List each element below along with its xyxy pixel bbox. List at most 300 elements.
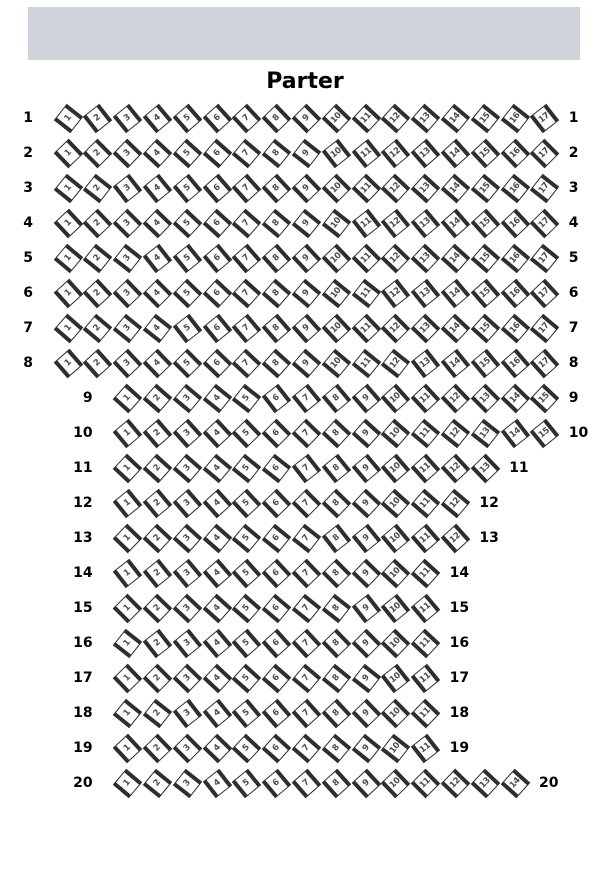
seat[interactable]: [232, 453, 262, 483]
seat[interactable]: [292, 663, 322, 693]
seat[interactable]: [351, 103, 381, 133]
seat-number: 4: [211, 672, 223, 684]
seat[interactable]: [500, 348, 530, 378]
seat[interactable]: [172, 138, 202, 168]
seat[interactable]: [232, 698, 262, 728]
seat[interactable]: [113, 453, 143, 483]
seat[interactable]: [202, 313, 232, 343]
seat[interactable]: [113, 663, 143, 693]
seat[interactable]: [381, 243, 411, 273]
seat[interactable]: [411, 733, 440, 762]
seat[interactable]: [83, 278, 113, 308]
seat[interactable]: [441, 523, 471, 553]
seat[interactable]: [262, 593, 292, 623]
seat[interactable]: [172, 593, 202, 623]
seat[interactable]: [143, 278, 173, 308]
seat[interactable]: [232, 768, 262, 798]
seat[interactable]: [113, 208, 143, 238]
seat[interactable]: [172, 383, 202, 413]
seat[interactable]: [113, 733, 143, 763]
seat-number: 9: [360, 707, 372, 719]
seat[interactable]: [202, 453, 232, 483]
seat[interactable]: [411, 138, 441, 168]
seat[interactable]: [292, 313, 322, 343]
seat[interactable]: [113, 348, 143, 378]
seat[interactable]: [53, 173, 83, 203]
seat[interactable]: [530, 348, 560, 378]
seat[interactable]: [441, 418, 471, 448]
seat[interactable]: [321, 523, 350, 552]
seat[interactable]: [321, 208, 350, 237]
seat[interactable]: [381, 418, 411, 448]
seat[interactable]: [292, 733, 322, 763]
seat[interactable]: [262, 663, 292, 693]
seat[interactable]: [292, 208, 322, 238]
seat[interactable]: [321, 173, 351, 203]
row-number-right: 3: [568, 180, 579, 196]
seat[interactable]: [441, 383, 471, 413]
seat[interactable]: [441, 453, 471, 483]
seat[interactable]: [262, 383, 291, 412]
seat[interactable]: [292, 348, 322, 378]
seat[interactable]: [143, 663, 173, 693]
seat[interactable]: [381, 628, 411, 658]
seat[interactable]: [411, 243, 441, 273]
seat[interactable]: [500, 313, 530, 343]
seat[interactable]: [113, 383, 143, 413]
seat[interactable]: [470, 243, 500, 273]
seat[interactable]: [232, 103, 262, 133]
seat[interactable]: [381, 768, 411, 798]
seat[interactable]: [292, 558, 322, 588]
seat-number: 14: [447, 110, 463, 126]
seat[interactable]: [470, 453, 500, 483]
seat[interactable]: [143, 383, 173, 413]
seat[interactable]: [381, 348, 410, 377]
seat[interactable]: [232, 278, 262, 308]
seat-number: 11: [418, 740, 433, 756]
seat[interactable]: [143, 103, 173, 133]
seat-number: 16: [507, 215, 523, 231]
seat[interactable]: [411, 523, 441, 553]
seat[interactable]: [113, 313, 143, 343]
seat[interactable]: [292, 698, 322, 728]
seat[interactable]: [470, 418, 499, 447]
seat[interactable]: [530, 243, 560, 273]
seat[interactable]: [411, 768, 441, 798]
seat[interactable]: [470, 383, 500, 413]
seat[interactable]: [321, 628, 351, 658]
seat[interactable]: [500, 173, 530, 203]
seat[interactable]: [113, 628, 142, 657]
seat[interactable]: [381, 523, 411, 553]
seat[interactable]: [143, 768, 173, 798]
seat[interactable]: [262, 138, 292, 168]
seat[interactable]: [441, 138, 471, 168]
seat[interactable]: [411, 278, 441, 308]
seat-number: 8: [330, 707, 342, 719]
seat[interactable]: [441, 313, 471, 343]
seat[interactable]: [292, 453, 321, 482]
seat[interactable]: [113, 278, 143, 308]
seat-number: 9: [360, 392, 372, 404]
seat[interactable]: [53, 348, 83, 378]
seat[interactable]: [53, 243, 83, 273]
seat-number: 7: [241, 357, 253, 369]
row-number-left: 8: [23, 355, 33, 371]
seat[interactable]: [202, 208, 232, 238]
seat[interactable]: [202, 558, 232, 588]
seat[interactable]: [441, 768, 471, 798]
seat-number: 16: [507, 355, 523, 371]
seat[interactable]: [202, 698, 232, 728]
seat[interactable]: [113, 768, 143, 798]
seat[interactable]: [321, 768, 351, 798]
seat[interactable]: [262, 208, 292, 238]
seat[interactable]: [321, 383, 351, 413]
seat[interactable]: [232, 418, 262, 448]
seat[interactable]: [381, 208, 411, 238]
seat[interactable]: [351, 208, 380, 237]
seat[interactable]: [500, 208, 530, 238]
seat[interactable]: [292, 278, 322, 308]
seat[interactable]: [232, 383, 261, 412]
seat[interactable]: [381, 313, 411, 343]
seat[interactable]: [83, 243, 113, 273]
seat[interactable]: [143, 628, 172, 657]
seat[interactable]: [232, 733, 262, 763]
seat[interactable]: [351, 523, 381, 553]
seat[interactable]: [172, 243, 202, 273]
seat[interactable]: [321, 348, 351, 378]
seat[interactable]: [83, 138, 113, 168]
seat[interactable]: [381, 663, 410, 692]
seat[interactable]: [441, 348, 471, 378]
seat[interactable]: [262, 313, 292, 343]
seat[interactable]: [113, 698, 143, 728]
seat[interactable]: [292, 523, 321, 552]
seat[interactable]: [53, 313, 83, 343]
seat[interactable]: [500, 768, 530, 798]
seat[interactable]: [441, 278, 471, 308]
seat[interactable]: [411, 628, 441, 658]
seat[interactable]: [143, 173, 173, 203]
seat[interactable]: [262, 628, 292, 658]
seat[interactable]: [172, 453, 202, 483]
seat[interactable]: [143, 243, 172, 272]
seat[interactable]: [321, 663, 351, 693]
seat[interactable]: [470, 208, 500, 238]
seat[interactable]: [143, 523, 173, 553]
seat[interactable]: [381, 558, 411, 588]
seat[interactable]: [113, 138, 143, 168]
seat-number: 1: [121, 392, 133, 404]
seat[interactable]: [500, 138, 530, 168]
seat[interactable]: [202, 278, 232, 308]
seat[interactable]: [143, 348, 173, 378]
seat[interactable]: [202, 768, 231, 797]
seat[interactable]: [530, 138, 560, 168]
seat[interactable]: [411, 173, 441, 203]
seat[interactable]: [83, 173, 112, 202]
seat[interactable]: [83, 313, 113, 343]
seat[interactable]: [530, 208, 560, 238]
seat[interactable]: [143, 138, 173, 168]
seat[interactable]: [381, 698, 411, 728]
seat[interactable]: [351, 348, 381, 378]
seat[interactable]: [53, 103, 82, 132]
seat-number: 11: [358, 285, 374, 301]
seat[interactable]: [172, 768, 201, 797]
seat[interactable]: [172, 628, 202, 658]
seat[interactable]: [470, 103, 500, 133]
seat[interactable]: [53, 278, 83, 308]
seat[interactable]: [262, 453, 291, 482]
seat[interactable]: [292, 383, 322, 413]
seat[interactable]: [381, 103, 411, 133]
seat[interactable]: [232, 558, 262, 588]
seat[interactable]: [172, 698, 201, 727]
seat[interactable]: [143, 488, 173, 518]
seat[interactable]: [232, 173, 262, 203]
seat[interactable]: [470, 173, 500, 203]
seat[interactable]: [381, 593, 411, 623]
seat[interactable]: [172, 103, 202, 133]
seat[interactable]: [53, 138, 83, 168]
seat[interactable]: [381, 488, 411, 518]
seat[interactable]: [411, 558, 441, 588]
seat[interactable]: [292, 243, 322, 273]
seat[interactable]: [500, 383, 530, 413]
seat[interactable]: [321, 243, 351, 273]
seat[interactable]: [411, 103, 441, 133]
seat[interactable]: [351, 383, 381, 413]
seat[interactable]: [292, 418, 322, 448]
seat[interactable]: [292, 768, 322, 798]
seat[interactable]: [321, 103, 351, 133]
seat[interactable]: [351, 698, 381, 728]
seat[interactable]: [351, 733, 381, 763]
seat[interactable]: [232, 593, 262, 623]
seat[interactable]: [262, 698, 292, 728]
seat[interactable]: [202, 488, 232, 518]
seat[interactable]: [262, 243, 292, 273]
seat[interactable]: [351, 418, 381, 448]
seat[interactable]: [202, 628, 232, 658]
seat[interactable]: [113, 488, 143, 518]
seat[interactable]: [351, 243, 381, 273]
seat[interactable]: [83, 103, 112, 132]
seat[interactable]: [232, 313, 262, 343]
seat[interactable]: [172, 208, 202, 238]
seat-number: 1: [62, 182, 74, 194]
seat[interactable]: [381, 733, 410, 762]
seat[interactable]: [321, 418, 351, 448]
seat[interactable]: [470, 768, 500, 798]
seat[interactable]: [441, 488, 471, 518]
seat[interactable]: [321, 278, 351, 308]
seat[interactable]: [470, 278, 500, 308]
seat[interactable]: [232, 243, 262, 273]
seat[interactable]: [202, 523, 232, 553]
seat[interactable]: [381, 453, 411, 483]
seat[interactable]: [143, 593, 173, 623]
seat[interactable]: [321, 593, 350, 622]
seat[interactable]: [411, 663, 441, 693]
seat[interactable]: [292, 138, 321, 167]
seat[interactable]: [530, 383, 560, 413]
seat-number: 11: [418, 495, 433, 511]
seat[interactable]: [292, 488, 322, 518]
seat[interactable]: [411, 488, 441, 518]
seat[interactable]: [262, 523, 292, 553]
seat[interactable]: [441, 103, 471, 133]
seat[interactable]: [351, 313, 381, 343]
seat[interactable]: [262, 558, 292, 588]
seat[interactable]: [262, 103, 292, 133]
seat[interactable]: [381, 173, 411, 203]
seat[interactable]: [321, 733, 351, 763]
seat[interactable]: [500, 278, 530, 308]
seat[interactable]: [113, 558, 142, 587]
seat[interactable]: [232, 523, 262, 553]
seat[interactable]: [172, 663, 202, 693]
seat[interactable]: [232, 208, 262, 238]
seat[interactable]: [202, 173, 232, 203]
seat[interactable]: [292, 103, 322, 133]
seat[interactable]: [143, 313, 172, 342]
seat[interactable]: [441, 173, 471, 203]
seat[interactable]: [172, 173, 202, 203]
seat-number: 13: [477, 425, 493, 441]
seat[interactable]: [172, 523, 202, 553]
seat[interactable]: [321, 558, 351, 588]
seat[interactable]: [143, 453, 173, 483]
seat[interactable]: [321, 313, 351, 343]
seat[interactable]: [381, 278, 410, 307]
seat[interactable]: [411, 453, 441, 483]
seat[interactable]: [500, 103, 529, 132]
seat[interactable]: [351, 488, 381, 518]
seat[interactable]: [351, 663, 380, 692]
seat[interactable]: [113, 173, 142, 202]
seat[interactable]: [530, 278, 560, 308]
seat[interactable]: [172, 733, 202, 763]
seat[interactable]: [411, 383, 441, 413]
seat[interactable]: [500, 243, 530, 273]
seat[interactable]: [381, 383, 411, 413]
seat[interactable]: [411, 593, 441, 623]
seat[interactable]: [321, 488, 351, 518]
seat[interactable]: [441, 208, 471, 238]
seat[interactable]: [262, 173, 292, 203]
seat[interactable]: [232, 348, 262, 378]
seat[interactable]: [113, 243, 142, 272]
seat[interactable]: [202, 733, 232, 763]
seat[interactable]: [321, 138, 350, 167]
seat[interactable]: [411, 698, 441, 728]
seat[interactable]: [232, 488, 262, 518]
seat[interactable]: [351, 278, 380, 307]
seat[interactable]: [202, 418, 232, 448]
seat[interactable]: [470, 138, 500, 168]
seat[interactable]: [351, 558, 381, 588]
seat[interactable]: [232, 628, 262, 658]
seat[interactable]: [202, 383, 232, 413]
seat[interactable]: [53, 208, 83, 238]
seat[interactable]: [202, 243, 232, 273]
seat[interactable]: [202, 663, 232, 693]
seat[interactable]: [381, 138, 411, 168]
seat[interactable]: [113, 418, 143, 448]
seat[interactable]: [411, 418, 441, 448]
seat[interactable]: [202, 593, 232, 623]
seat[interactable]: [530, 313, 560, 343]
seat-number: 6: [270, 532, 282, 544]
seat[interactable]: [232, 663, 262, 693]
seat[interactable]: [83, 348, 113, 378]
seat[interactable]: [113, 523, 143, 553]
seat[interactable]: [143, 208, 173, 238]
seat[interactable]: [172, 488, 202, 518]
seat[interactable]: [351, 628, 381, 658]
seat[interactable]: [321, 698, 351, 728]
seat[interactable]: [172, 313, 201, 342]
seat[interactable]: [143, 418, 173, 448]
seat[interactable]: [232, 138, 262, 168]
seat[interactable]: [321, 453, 351, 483]
seat[interactable]: [411, 313, 441, 343]
seat[interactable]: [470, 313, 500, 343]
seat[interactable]: [172, 348, 202, 378]
seat[interactable]: [262, 768, 292, 798]
seat[interactable]: [172, 418, 202, 448]
seat[interactable]: [351, 173, 381, 203]
seat[interactable]: [113, 103, 143, 133]
seat[interactable]: [292, 173, 322, 203]
seat[interactable]: [470, 348, 500, 378]
seat[interactable]: [411, 208, 441, 238]
seat[interactable]: [530, 173, 559, 202]
seat[interactable]: [262, 348, 292, 378]
seat[interactable]: [530, 418, 560, 448]
seat[interactable]: [143, 733, 173, 763]
seat[interactable]: [351, 138, 381, 168]
seat[interactable]: [351, 593, 380, 622]
seat[interactable]: [83, 208, 113, 238]
seat[interactable]: [351, 453, 381, 483]
seat[interactable]: [143, 558, 173, 588]
seat[interactable]: [262, 733, 292, 763]
seat[interactable]: [143, 698, 172, 727]
seat[interactable]: [172, 278, 202, 308]
seat[interactable]: [500, 418, 529, 447]
seat[interactable]: [202, 348, 232, 378]
seat[interactable]: [292, 628, 322, 658]
seat[interactable]: [262, 418, 292, 448]
seat[interactable]: [411, 348, 440, 377]
seat[interactable]: [351, 768, 381, 798]
seat[interactable]: [292, 593, 322, 623]
seat[interactable]: [202, 103, 232, 133]
seat[interactable]: [202, 138, 232, 168]
seat[interactable]: [441, 243, 471, 273]
seat[interactable]: [530, 103, 559, 132]
seat[interactable]: [172, 558, 202, 588]
seat[interactable]: [262, 278, 292, 308]
seat[interactable]: [113, 593, 143, 623]
seat[interactable]: [262, 488, 292, 518]
